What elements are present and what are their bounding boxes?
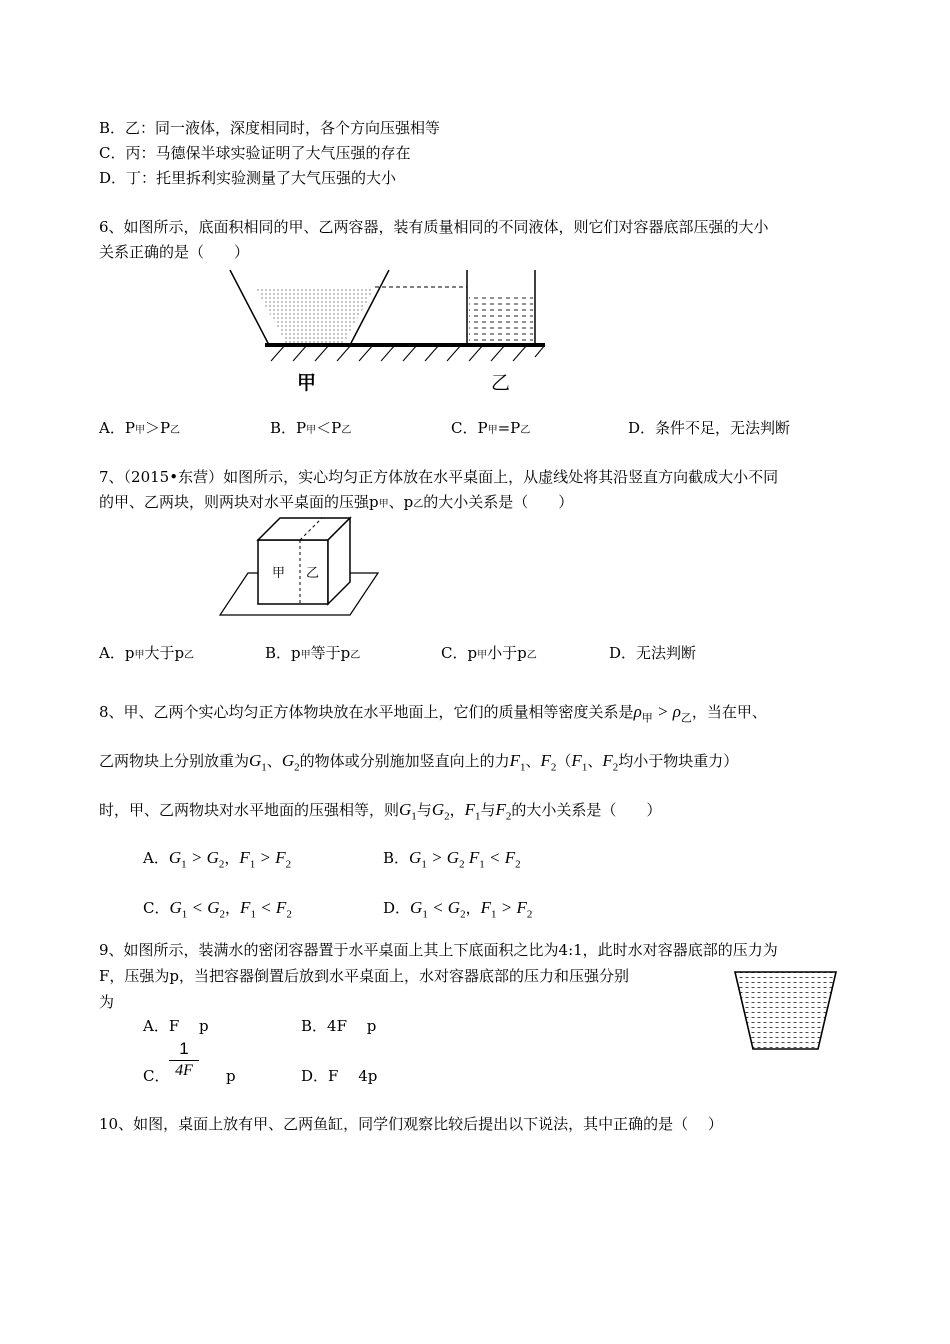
q6-stem-line1: 6、如图所示，底面积相同的甲、乙两容器，装有质量相同的不同液体，则它们对容器底部压强的大小 (99, 218, 769, 236)
q5-option-b: B．乙：同一液体，深度相同时，各个方向压强相等 (99, 119, 441, 137)
q9-container-figure (733, 970, 839, 1052)
q8-stem-line3: 时，甲、乙两物块对水平地面的压强相等，则$G_1$与$G_2$，$F_1$与$F_2$的大小关系是（ ） (99, 800, 662, 823)
q7-stem-line2: 的甲、乙两块，则两块对水平桌面的压强p甲、p乙的大小关系是（ ） (99, 493, 574, 511)
q9-stem-line1: 9、如图所示，装满水的密闭容器置于水平桌面上其上下底面积之比为4:1，此时水对容器底部的压力为 (99, 941, 778, 959)
q7-label-jia: 甲 (272, 566, 286, 581)
q6-figure (225, 265, 555, 400)
q7-option-b: B．p甲等于p乙 (265, 644, 361, 662)
q6-stem-line2: 关系正确的是（ ） (99, 243, 250, 261)
q8-option-a: A．$G_1 > G_2$，$F_1 > F_2$ (143, 848, 292, 871)
q7-option-c: C．p甲小于p乙 (441, 644, 537, 662)
q6-option-a: A．P甲＞P乙 (99, 419, 181, 437)
q9-option-c-fraction (169, 1039, 199, 1081)
q7-option-d: D．无法判断 (609, 644, 697, 662)
q6-label-yi: 乙 (491, 372, 511, 394)
q9-stem-line3: 为 (99, 993, 115, 1011)
q7-figure (218, 515, 383, 620)
q9-fraction-denominator: 4F (175, 1062, 193, 1079)
q6-label-jia: 甲 (297, 372, 317, 394)
q8-option-b: B．$G_1 > G_2$ $F_1 < F_2$ (383, 848, 521, 871)
q9-trapezoid-container (735, 972, 836, 1049)
q9-stem-line2: F，压强为p，当把容器倒置后放到水平桌面上，水对容器底部的压力和压强分别 (99, 967, 630, 985)
q10-stem-line1: 10、如图，桌面上放有甲、乙两鱼缸，同学们观察比较后提出以下说法，其中正确的是（ ） (99, 1115, 723, 1133)
q8-stem-line2: 乙两物块上分别放重为$G_1$、$G_2$的物体或分别施加竖直向上的力$F_1$、$F_2(F_1$、$F_2$均小于物块重力） (99, 751, 739, 774)
q9-option-b: B．4F p (301, 1017, 377, 1035)
q8-stem-line1: 8、甲、乙两个实心均匀正方体物块放在水平地面上，它们的质量相等密度关系是$\rho_甲 > \rho_乙$，当在甲、 (99, 702, 767, 725)
q7-stem-line1: 7、（2015•东营）如图所示，实心均匀正方体放在水平桌面上，从虚线处将其沿竖直方向截成大小不同 (99, 468, 779, 486)
q9-option-c-label: C． (143, 1067, 170, 1085)
q9-option-d: D．F 4p (301, 1067, 378, 1085)
q9-option-a: A．F p (143, 1017, 209, 1035)
q6-ground-hatch (271, 345, 545, 361)
q9-fraction-numerator: 1 (169, 1039, 199, 1061)
q6-jia-left-wall (230, 270, 269, 345)
q6-yi-liquid (469, 293, 533, 345)
q5-option-d: D．丁：托里拆利实验测量了大气压强的大小 (99, 169, 397, 187)
q5-option-c: C．丙：马德保半球实验证明了大气压强的存在 (99, 144, 411, 162)
q6-option-b: B．P甲＜P乙 (270, 419, 352, 437)
q9-option-c-p: p (226, 1067, 236, 1085)
q8-option-d: D．$G_1 < G_2$，$F_1 > F_2$ (383, 898, 533, 921)
q7-option-a: A．p甲大于p乙 (99, 644, 195, 662)
q7-label-yi: 乙 (306, 566, 320, 581)
q6-option-c: C．P甲=P乙 (451, 419, 531, 437)
q8-option-c: C．$G_1 < G_2$，$F_1 < F_2$ (143, 898, 292, 921)
q6-jia-liquid (255, 287, 375, 345)
q8-rho-relation: $\rho_甲 > \rho_乙$ (633, 702, 692, 725)
q6-option-d: D．条件不足，无法判断 (628, 419, 791, 437)
